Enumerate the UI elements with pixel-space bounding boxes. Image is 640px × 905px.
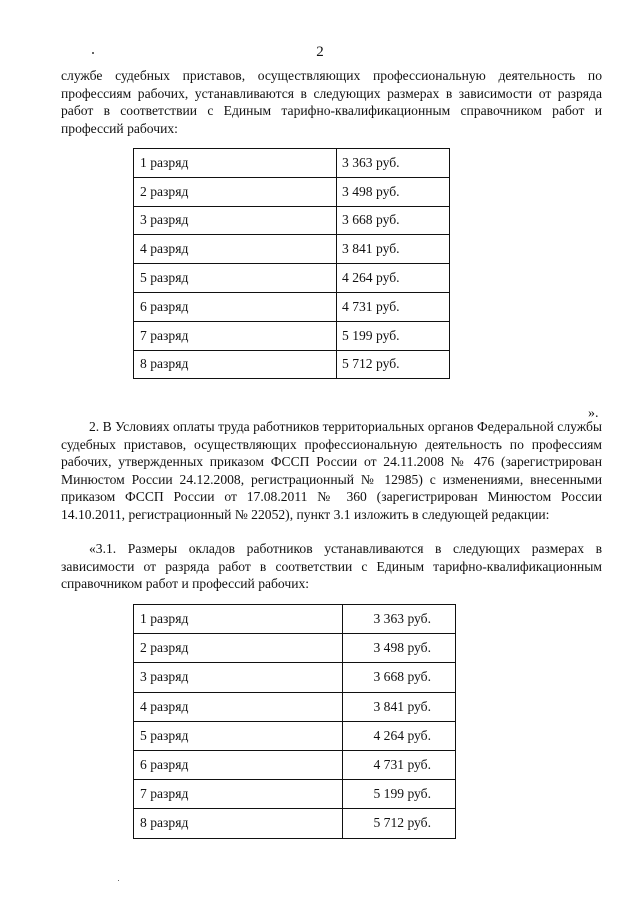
grade-cell: 1 разряд — [134, 605, 343, 634]
amount-cell: 4 731 руб. — [337, 292, 450, 321]
grade-cell: 4 разряд — [134, 692, 343, 721]
scan-speck — [118, 880, 119, 881]
grade-cell: 2 разряд — [134, 634, 343, 663]
grade-cell: 6 разряд — [134, 750, 343, 779]
table-row — [134, 177, 450, 206]
page-number: 2 — [316, 44, 324, 60]
grade-cell: 5 разряд — [134, 721, 343, 750]
grade-cell: 7 разряд — [134, 780, 343, 809]
table-row — [134, 750, 456, 779]
table-row — [134, 605, 456, 634]
amount-cell: 3 841 руб. — [343, 692, 456, 721]
amount-cell: 4 264 руб. — [343, 721, 456, 750]
amount-cell: 3 841 руб. — [337, 235, 450, 264]
grade-cell: 8 разряд — [134, 809, 343, 838]
table-row — [134, 692, 456, 721]
rates-table-1 — [133, 148, 450, 379]
table-row — [134, 350, 450, 379]
amendment-paragraph: 2. В Условиях оплаты труда работников территориальных органов Федеральной службы судебных приставов, осуществляющих профессиональную деятельность по профессиям рабочих, утвержденных приказом ФССП России от 24.11.2008 № 476 (зарегистрирован Минюстом России 24.12.2008, регистрационный № 12985) с изменениями, внесенными приказом ФССП России от 17.08.2011 № 360 (зарегистрирован Минюстом России 14.10.2011, регистрационный № 22052), пункт 3.1 изложить в следующей редакции: — [61, 419, 602, 522]
table-row — [134, 634, 456, 663]
table-row — [134, 663, 456, 692]
table-row — [134, 809, 456, 838]
rates-table-2 — [133, 604, 456, 839]
closing-quote: ». — [588, 406, 599, 421]
table-row — [134, 264, 450, 293]
amount-cell: 5 712 руб. — [343, 809, 456, 838]
table-row — [134, 235, 450, 264]
grade-cell: 5 разряд — [134, 264, 337, 293]
amount-cell: 4 264 руб. — [337, 264, 450, 293]
grade-cell: 3 разряд — [134, 206, 337, 235]
amount-cell: 5 199 руб. — [343, 780, 456, 809]
table-row — [134, 780, 456, 809]
amount-cell: 3 498 руб. — [337, 177, 450, 206]
amount-cell: 3 363 руб. — [343, 605, 456, 634]
amount-cell: 3 668 руб. — [343, 663, 456, 692]
amount-cell: 5 712 руб. — [337, 350, 450, 379]
table-row — [134, 721, 456, 750]
amount-cell: 5 199 руб. — [337, 321, 450, 350]
grade-cell: 7 разряд — [134, 321, 337, 350]
grade-cell: 4 разряд — [134, 235, 337, 264]
grade-cell: 3 разряд — [134, 663, 343, 692]
table-row — [134, 321, 450, 350]
amount-cell: 3 363 руб. — [337, 149, 450, 178]
new-wording-paragraph: «3.1. Размеры окладов работников устанавливаются в следующих размерах в зависимости от разряда работ в соответствии с Единым тарифно-квалификационным справочником работ и профессий рабочих: — [61, 541, 602, 591]
amount-cell: 3 498 руб. — [343, 634, 456, 663]
table-row — [134, 206, 450, 235]
grade-cell: 2 разряд — [134, 177, 337, 206]
grade-cell: 6 разряд — [134, 292, 337, 321]
table-row — [134, 292, 450, 321]
grade-cell: 1 разряд — [134, 149, 337, 178]
paragraph-continuation: службе судебных приставов, осуществляющих профессиональную деятельность по профессиям рабочих, устанавливаются в следующих размерах в зависимости от разряда работ в соответствии с Единым тарифно-квалификационным справочником работ и профессий рабочих: — [61, 68, 602, 136]
amount-cell: 4 731 руб. — [343, 750, 456, 779]
amount-cell: 3 668 руб. — [337, 206, 450, 235]
table-row — [134, 149, 450, 178]
grade-cell: 8 разряд — [134, 350, 337, 379]
